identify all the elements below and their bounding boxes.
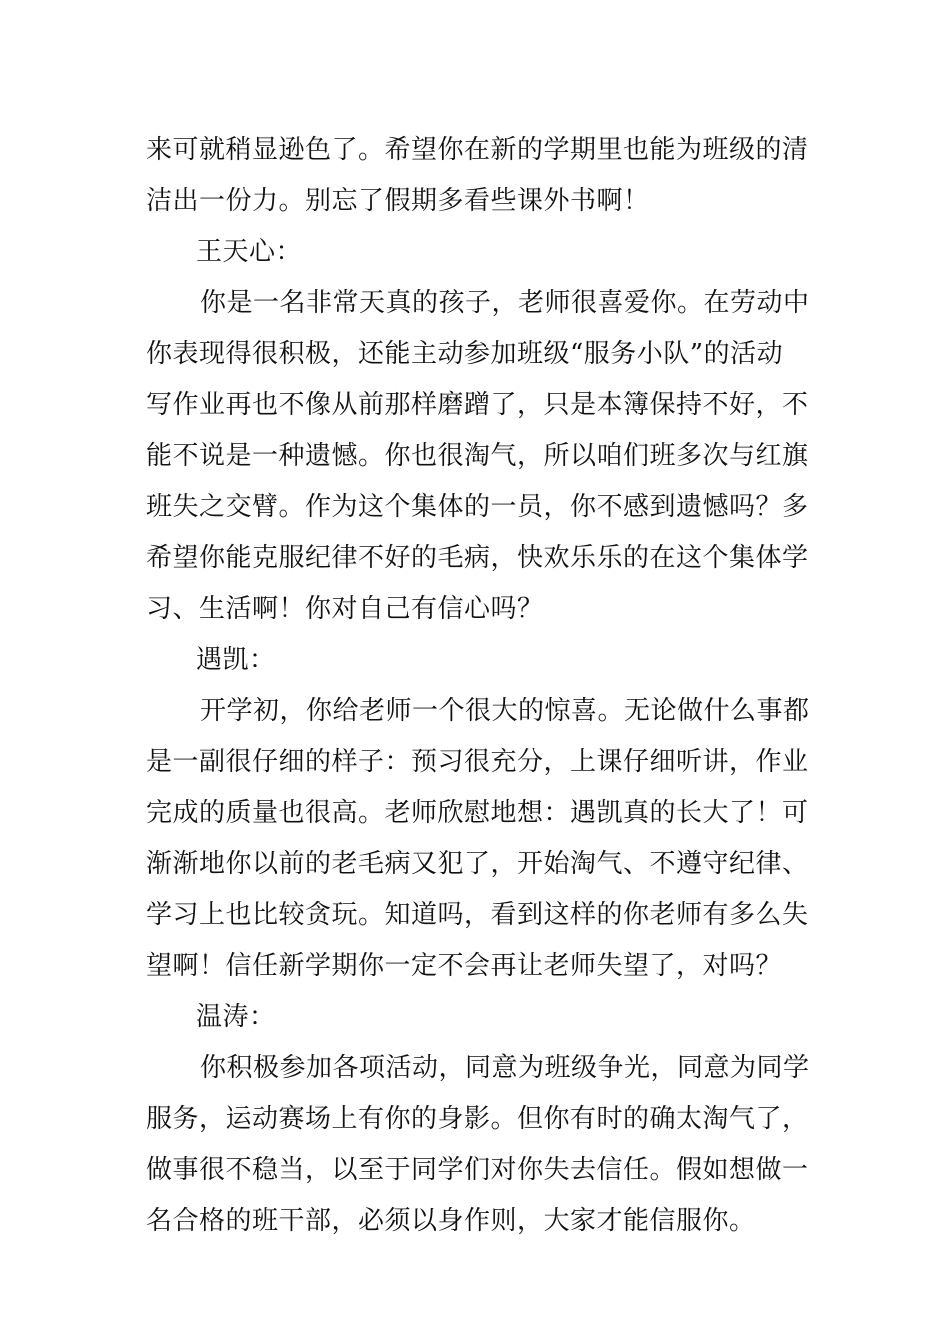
student-name-heading: 王天心： [196,237,303,267]
text-line: 能不说是一种遗憾。你也很淘气，所以咱们班多次与红旗 [146,441,809,471]
text-line: 写作业再也不像从前那样磨蹭了，只是本簿保持不好，不 [146,390,809,420]
text-line: 名合格的班干部，必须以身作则，大家才能信服你。 [146,1206,756,1236]
text-line: 希望你能克服纪律不好的毛病，快欢乐乐的在这个集体学 [146,543,809,573]
text-line: 开学初，你给老师一个很大的惊喜。无论做什么事都 [200,696,810,726]
text-line: 服务，运动赛场上有你的身影。但你有时的确太淘气了， [146,1104,809,1134]
text-line: 洁出一份力。别忘了假期多看些课外书啊！ [146,186,650,216]
text-line: 望啊！信任新学期你一定不会再让老师失望了，对吗？ [146,951,783,981]
student-name-heading: 遇凯： [196,645,276,675]
text-line: 习、生活啊！你对自己有信心吗？ [146,594,544,624]
student-name-heading: 温涛： [196,1002,276,1032]
text-line: 班失之交臂。作为这个集体的一员，你不感到遗憾吗？多 [146,492,809,522]
text-line: 完成的质量也很高。老师欣慰地想：遇凯真的长大了！可 [146,798,809,828]
text-line: 来可就稍显逊色了。希望你在新的学期里也能为班级的清 [146,135,809,165]
text-line: 做事很不稳当，以至于同学们对你失去信任。假如想做一 [146,1155,809,1185]
text-line: 你积极参加各项活动，同意为班级争光，同意为同学 [200,1053,810,1083]
text-line: 是一副很仔细的样子：预习很充分，上课仔细听讲，作业 [146,747,809,777]
text-line: 渐渐地你以前的老毛病又犯了，开始淘气、不遵守纪律、 [146,849,809,879]
text-line: 你是一名非常天真的孩子，老师很喜爱你。在劳动中 [200,288,810,318]
text-line: 你表现得很积极，还能主动参加班级“服务小队”的活动 [146,339,784,369]
text-line: 学习上也比较贪玩。知道吗，看到这样的你老师有多么失 [146,900,809,930]
